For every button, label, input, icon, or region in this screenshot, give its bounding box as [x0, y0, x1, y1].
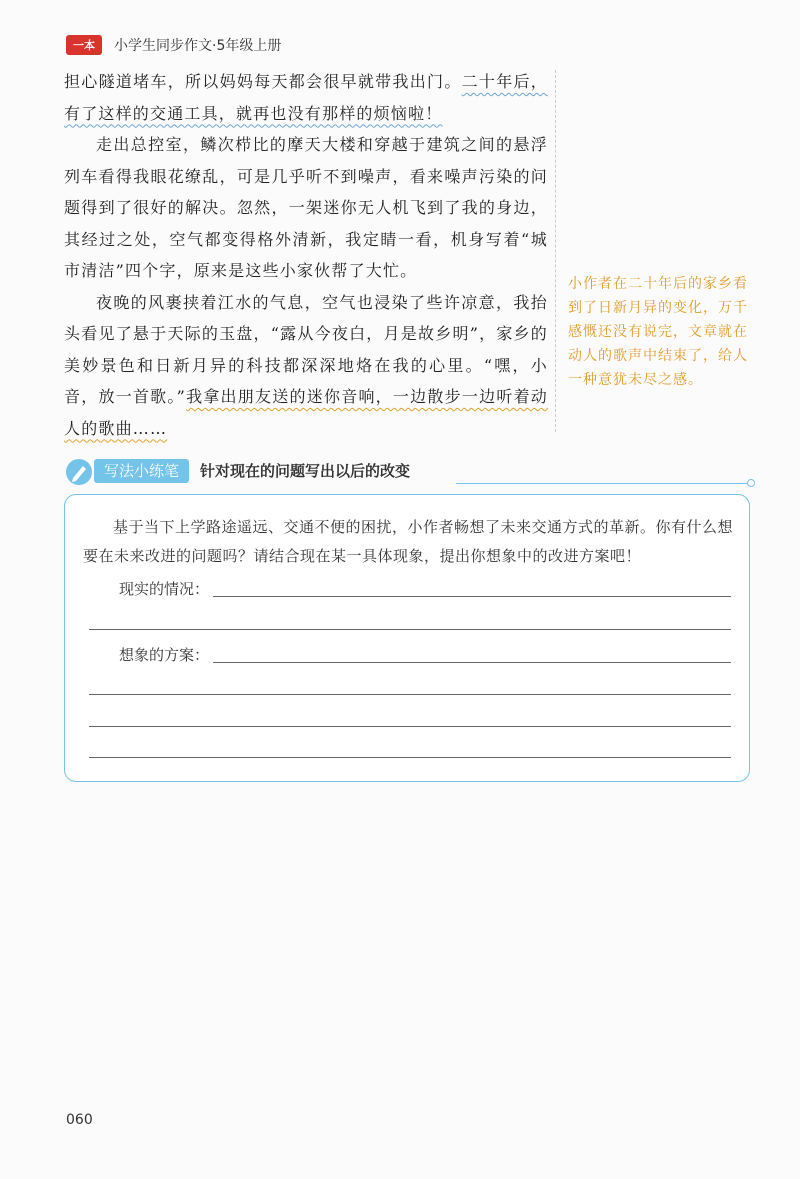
- reality-answer-line-1[interactable]: [213, 596, 731, 597]
- reality-label: 现实的情况：: [119, 580, 210, 598]
- exercise-prompt: 基于当下上学路途遥远、交通不便的困扰，小作者畅想了未来交通方式的革新。你有什么想要在未来改进的问题吗？请结合现在某一具体现象，提出你想象中的改进方案吧！: [83, 518, 734, 565]
- plan-answer-line-3[interactable]: [89, 726, 731, 727]
- essay-p1-text: 担心隧道堵车，所以妈妈每天都会很早就带我出门。: [64, 72, 462, 91]
- essay-paragraph-1: [64, 66, 548, 129]
- exercise-box: [64, 494, 750, 782]
- pen-icon: [64, 457, 94, 487]
- essay-p1-highlight: 二十年后，有了这样的交通工具，就再也没有那样的烦恼啦！: [64, 72, 548, 123]
- practice-section-header: [64, 456, 754, 488]
- plan-answer-line-4[interactable]: [89, 757, 731, 758]
- essay-paragraph-2: 走出总控室，鳞次栉比的摩天大楼和穿越于建筑之间的悬浮列车看得我眼花缭乱，可是几乎听不到噪声，看来噪声污染的问题得到了很好的解决。忽然，一架迷你无人机飞到了我的身边，其经过之处，空气都变得格外清新，我定睛一看，机身写着“城市清洁”四个字，原来是这些小家伙帮了大忙。: [64, 135, 548, 280]
- essay-paragraph-3: [64, 287, 548, 445]
- plan-label: 想象的方案：: [119, 646, 210, 664]
- margin-divider: [555, 70, 556, 432]
- plan-answer-line-2[interactable]: [89, 694, 731, 695]
- reality-answer-line-2[interactable]: [89, 629, 731, 630]
- section-rule-end-dot: [747, 479, 755, 487]
- plan-answer-line-1[interactable]: [213, 662, 731, 663]
- essay-p3-text: 夜晚的风裹挟着江水的气息，空气也浸染了些许凉意，我抬头看见了悬于天际的玉盘，“露从今夜白，月是故乡明”，家乡的美妙景色和日新月异的科技都深深地烙在我的心里。“嘿，小音，放一首歌。”: [64, 292, 548, 406]
- page-header: [66, 34, 281, 56]
- side-annotation: 小作者在二十年后的家乡看到了日新月异的变化，万千感慨还没有说完，文章就在动人的歌声中结束了，给人一种意犹未尽之感。: [568, 276, 748, 388]
- section-rule: [456, 483, 748, 484]
- page-number: 060: [66, 1112, 93, 1128]
- essay-body: [64, 66, 548, 444]
- brand-badge: 一本: [66, 35, 102, 55]
- practice-tag: 写法小练笔: [94, 459, 189, 483]
- book-title: 小学生同步作文·5年级上册: [114, 38, 282, 54]
- essay-p3-highlight: 我拿出朋友送的迷你音响，一边散步一边听着动人的歌曲……: [64, 387, 549, 438]
- practice-title: 针对现在的问题写出以后的改变: [200, 462, 411, 480]
